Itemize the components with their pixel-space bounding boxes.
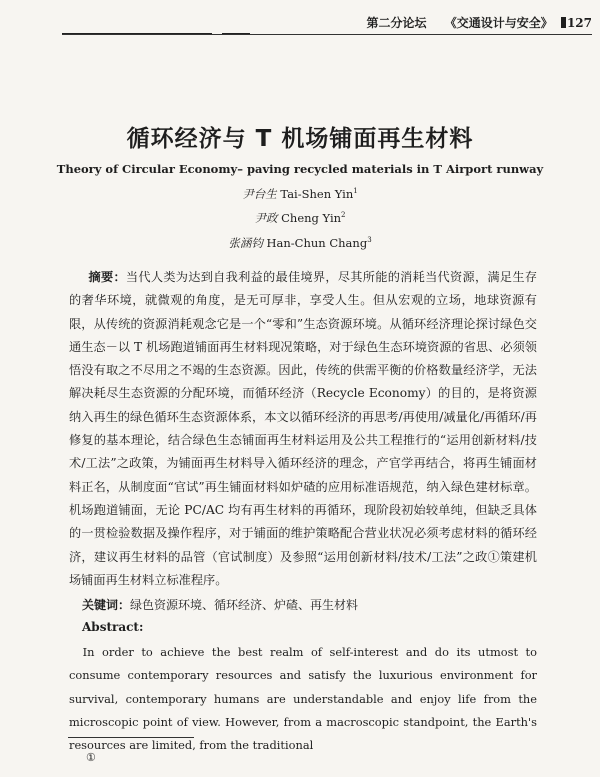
author-affiliation-mark: 2 — [341, 211, 346, 220]
abstract-text: 当代人类为达到自我利益的最佳境界，尽其所能的消耗当代资源，满足生存的奢华环境，就微观的角度，是无可厚非，享受人生。但从宏观的立场，地球资源有限，从传统的资源消耗观念它是一个“零和”生态资源环境。从循环经济理论探讨绿色交通生态－以 T 机场跑道铺面再生材料现况策略，对于绿色生态环境资源的省思、必须领悟没有取之不尽用之不竭的生态资源。因此，传统的供需平衡的价格数量经济学，无法解决耗尽生态资源的分配环境，而循环经济（Recycle Economy）的目的，是将资源纳入再生的绿色循环生态资源体系，本文以循环经济的再思考/再使用/减量化/再循环/再修复的基本理论，结合绿色生态铺面再生材料运用及公共工程推行的“运用创新材料/技术/工法”之政策，为铺面再生材料导入循环经济的理念，产官学再结合，将再生铺面材料正名，从制度面“官试”再生铺面材料如炉碴的应用标准语规范，纳入绿色建材标章。机场跑道铺面，无论 PC/AC 均有再生材料的再循环，现阶段初始较单纯，但缺乏具体的一贯检验数据及操作程序，对于铺面的维护策略配合营业状况必须考虑材料的循环经济，建议再生材料的品管（官试制度）及参照“运用创新材料/技术/工法”之政①策建机场铺面再生材料立标准程序。 — [69, 270, 538, 587]
abstract-chinese — [69, 266, 537, 592]
journal-name: 《交通设计与安全》 — [444, 16, 553, 30]
page-number: 127 — [566, 16, 592, 30]
author-line — [0, 210, 600, 226]
author-affiliation-mark: 1 — [353, 187, 358, 196]
author-name-cn: 尹政 — [254, 211, 278, 225]
author-affiliation-mark: 3 — [367, 236, 372, 245]
author-name-en: Cheng Yin — [281, 211, 342, 225]
abstract-english-text: In order to achieve the best realm of self-interest and do its utmost to consume contemporary resources and satisfy the luxurious environment for survival, contemporary humans are understandable and enjoy life from the microscopic point of view. However, from a macroscopic standpoint, the Earth's resources are limited, from the traditional — [69, 645, 537, 753]
author-name-cn: 尹台生 — [242, 187, 277, 201]
keywords-text: 绿色资源环境、循环经济、炉碴、再生材料 — [130, 598, 359, 612]
keywords-label: 关键词： — [82, 598, 131, 612]
running-header — [0, 0, 600, 38]
title-english: Theory of Circular Economy– paving recycled materials in T Airport runway — [56, 162, 544, 176]
footnote-marker: ① — [86, 751, 96, 764]
author-line — [0, 235, 600, 251]
header-rule — [62, 34, 592, 35]
author-name-cn: 张涵钧 — [228, 236, 263, 250]
running-title — [353, 14, 592, 31]
page-number-marker-icon — [561, 17, 566, 28]
abstract-label: 摘要： — [88, 270, 126, 284]
author-name-en: Han-Chun Chang — [266, 236, 368, 250]
author-name-en: Tai-Shen Yin — [280, 187, 354, 201]
abstract-english-label: Abstract: — [82, 620, 144, 634]
keywords — [82, 596, 537, 613]
title-chinese: 循环经济与 T 机场铺面再生材料 — [126, 126, 474, 152]
section-name: 第二分论坛 — [366, 16, 427, 30]
author-line — [0, 186, 600, 202]
footnote-rule — [68, 737, 194, 738]
